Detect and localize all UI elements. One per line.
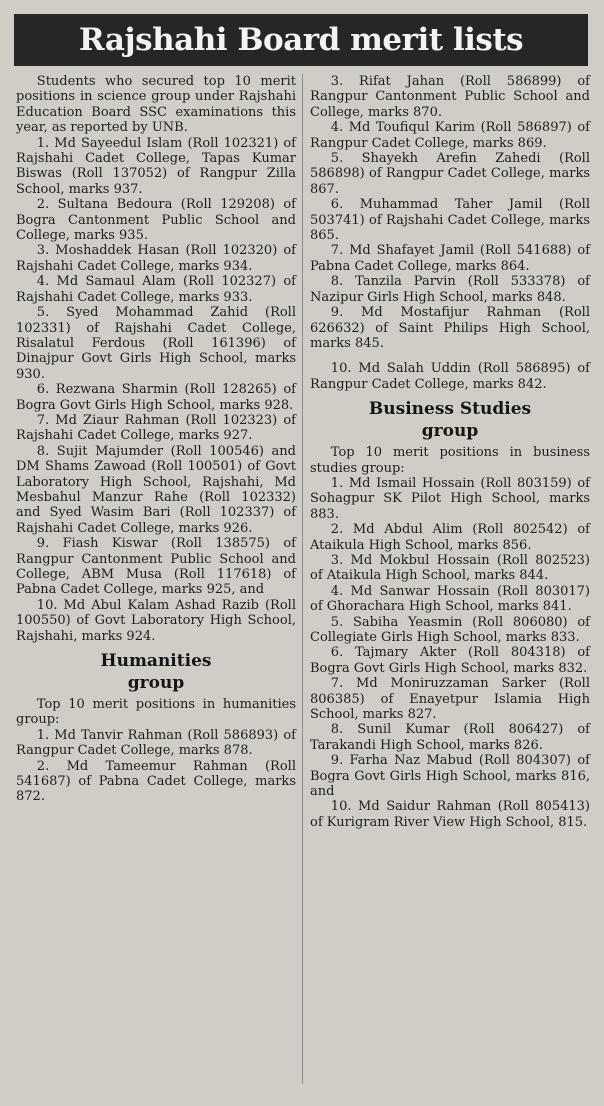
humanities-item: 7. Md Shafayet Jamil (Roll 541688) of Pabna Cadet College, marks 864. (310, 243, 590, 274)
science-item: 6. Rezwana Sharmin (Roll 128265) of Bogra Govt Girls High School, marks 928. (16, 382, 296, 413)
business-item: 9. Farha Naz Mabud (Roll 804307) of Bogra Govt Girls High School, marks 816, and (310, 753, 590, 800)
humanities-intro: Top 10 merit positions in humanities group: (16, 697, 296, 728)
business-item: 7. Md Moniruzzaman Sarker (Roll 806385) of Enayetpur Islamia High School, marks 827. (310, 676, 590, 723)
science-intro: Students who secured top 10 merit positions in science group under Rajshahi Education Board SSC examinations this year, as reported by UNB. (16, 74, 296, 136)
column-divider (302, 74, 303, 1084)
business-item: 10. Md Saidur Rahman (Roll 805413) of Kurigram River View High School, 815. (310, 799, 590, 830)
right-column (310, 74, 590, 830)
headline: Rajshahi Board merit lists (78, 22, 524, 58)
science-item: 3. Moshaddek Hasan (Roll 102320) of Rajshahi Cadet College, marks 934. (16, 243, 296, 274)
humanities-item: 2. Md Tameemur Rahman (Roll 541687) of Pabna Cadet College, marks 872. (16, 758, 296, 805)
humanities-heading-line2: group (127, 673, 185, 694)
humanities-item: 1. Md Tanvir Rahman (Roll 586893) of Rangpur Cadet College, marks 878. (16, 727, 296, 759)
spacer (310, 351, 590, 361)
business-item: 4. Md Sanwar Hossain (Roll 803017) of Ghorachara High School, marks 841. (310, 583, 590, 615)
business-item: 1. Md Ismail Hossain (Roll 803159) of Sohagpur SK Pilot High School, marks 883. (310, 475, 590, 522)
science-item: 10. Md Abul Kalam Ashad Razib (Roll 100550) of Govt Laboratory High School, Rajshahi, marks 924. (16, 597, 296, 644)
science-item: 7. Md Ziaur Rahman (Roll 102323) of Rajshahi Cadet College, marks 927. (16, 412, 296, 444)
science-item: 8. Sujit Majumder (Roll 100546) and DM Shams Zawoad (Roll 100501) of Govt Laboratory High School, Rajshahi, Md Mesbahul Manzur Rahe (Roll 102332) and Syed Wasim Bari (Roll 102337) of Rajshahi Cadet College, marks 926. (16, 443, 296, 536)
business-item: 6. Tajmary Akter (Roll 804318) of Bogra Govt Girls High School, marks 832. (310, 645, 590, 676)
humanities-item: 4. Md Toufiqul Karim (Roll 586897) of Rangpur Cadet College, marks 869. (310, 120, 590, 151)
science-item: 1. Md Sayeedul Islam (Roll 102321) of Rajshahi Cadet College, Tapas Kumar Biswas (Roll 137052) of Rangpur Zilla School, marks 937. (16, 135, 296, 197)
left-column (16, 74, 296, 805)
humanities-item: 6. Muhammad Taher Jamil (Roll 503741) of Rajshahi Cadet College, marks 865. (310, 197, 590, 244)
business-item: 8. Sunil Kumar (Roll 806427) of Tarakandi High School, marks 826. (310, 722, 590, 753)
business-item: 5. Sabiha Yeasmin (Roll 806080) of Collegiate Girls High School, marks 833. (310, 614, 590, 645)
business-item: 2. Md Abdul Alim (Roll 802542) of Ataikula High School, marks 856. (310, 522, 590, 553)
humanities-item: 5. Shayekh Arefin Zahedi (Roll 586898) of Rangpur Cadet College, marks 867. (310, 151, 590, 197)
business-intro: Top 10 merit positions in business studies group: (310, 445, 590, 476)
humanities-item: 10. Md Salah Uddin (Roll 586895) of Rangpur Cadet College, marks 842. (310, 361, 590, 392)
science-item: 4. Md Samaul Alam (Roll 102327) of Rajshahi Cadet College, marks 933. (16, 274, 296, 305)
business-heading-line2: group (421, 421, 479, 442)
humanities-heading (16, 650, 296, 694)
humanities-item: 8. Tanzila Parvin (Roll 533378) of Nazipur Girls High School, marks 848. (310, 274, 590, 305)
science-item: 9. Fiash Kiswar (Roll 138575) of Rangpur Cantonment Public School and College, ABM Musa (Roll 117618) of Pabna Cadet College, marks 925, and (16, 536, 296, 598)
business-item: 3. Md Mokbul Hossain (Roll 802523) of Ataikula High School, marks 844. (310, 552, 590, 584)
humanities-item: 3. Rifat Jahan (Roll 586899) of Rangpur Cantonment Public School and College, marks 870. (310, 74, 590, 120)
science-item: 2. Sultana Bedoura (Roll 129208) of Bogra Cantonment Public School and College, marks 935. (16, 197, 296, 244)
humanities-heading-line1: Humanities (100, 651, 212, 672)
headline-banner (14, 14, 588, 66)
science-item: 5. Syed Mohammad Zahid (Roll 102331) of Rajshahi Cadet College, Risalatul Ferdous (Roll 161396) of Dinajpur Govt Girls High School, marks 930. (16, 305, 296, 382)
business-heading (310, 398, 590, 442)
humanities-item: 9. Md Mostafijur Rahman (Roll 626632) of Saint Philips High School, marks 845. (310, 305, 590, 351)
business-heading-line1: Business Studies (368, 399, 532, 420)
